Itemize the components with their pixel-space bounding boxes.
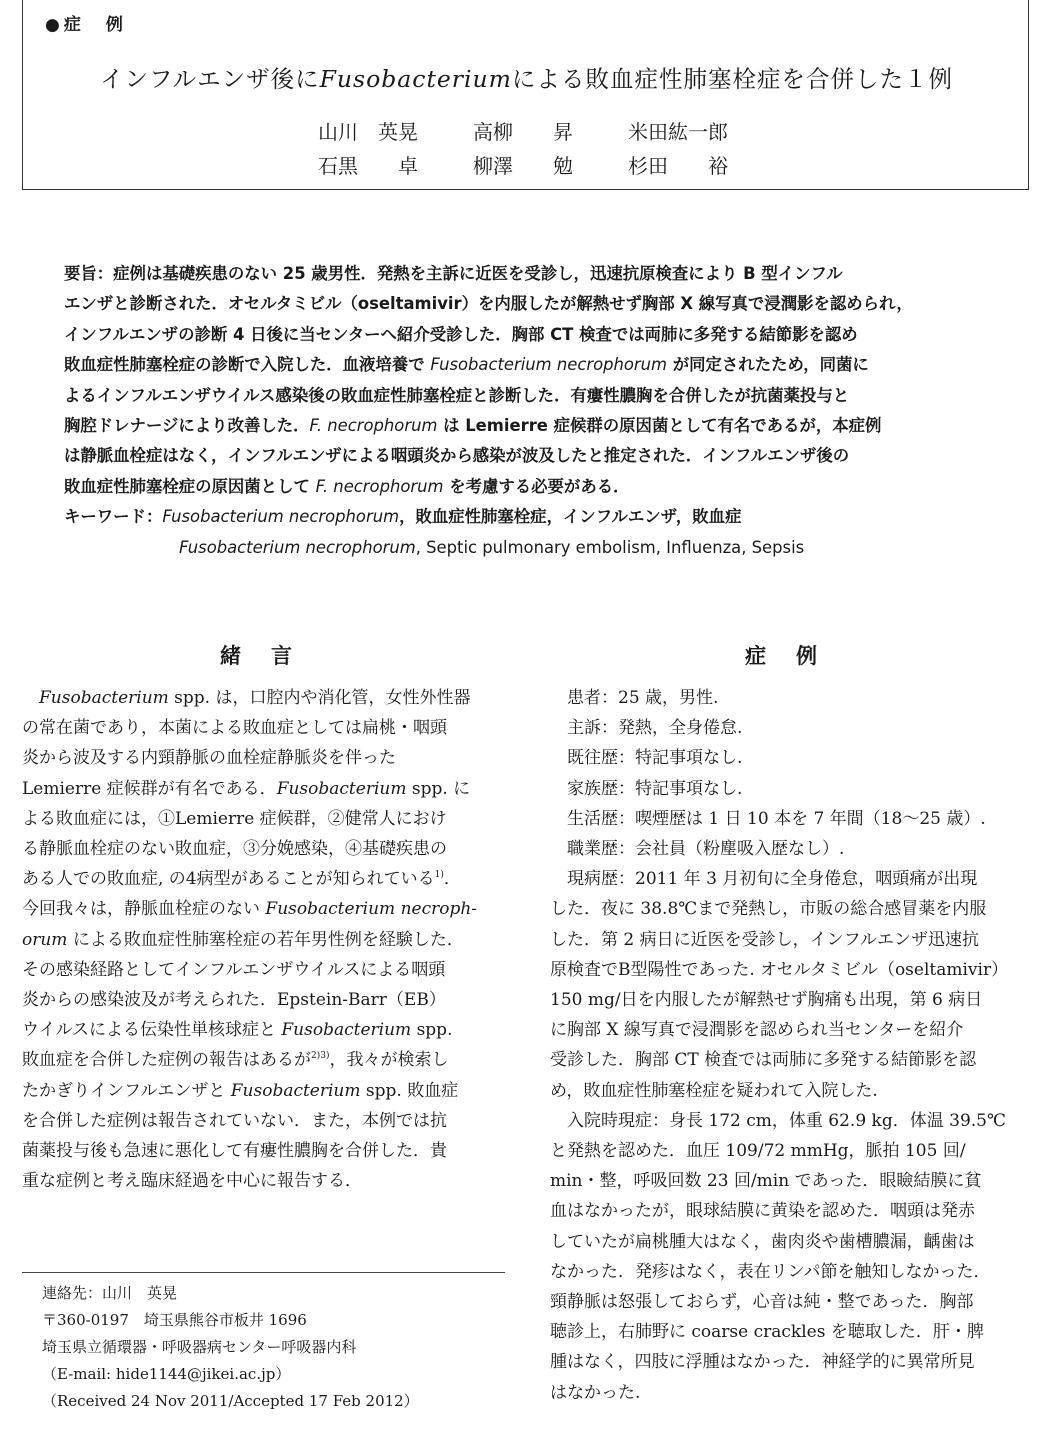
case-column: [550, 683, 1030, 1408]
line-text: 頸静脈は怒張しておらず，心音は純・整であった．胸部: [550, 1292, 974, 1313]
abstract: [64, 259, 989, 563]
line-text: 患者：25 歳，男性.: [567, 688, 719, 708]
keywords-en-rest: , Septic pulmonary embolism, Influenza, Sepsis: [415, 537, 805, 557]
title-post: による敗血症性肺塞栓症を合併した１例: [511, 65, 953, 93]
section-tag: ●症 例: [45, 15, 127, 35]
line-text: を考慮する必要がある．: [443, 476, 630, 496]
text-line: [550, 1347, 1030, 1377]
italic-term: F. necrophorum: [315, 476, 444, 496]
italic-term: F. necrophorum: [309, 416, 438, 436]
text-line: [64, 472, 989, 502]
text-line: [22, 683, 505, 713]
author-name: 柳澤 勉: [473, 153, 573, 178]
text-line: [22, 774, 505, 804]
text-line: [550, 1045, 1030, 1075]
contact-line: （E-mail: hide1144@jikei.ac.jp）: [42, 1365, 291, 1383]
line-text: に胸部 X 線写真で浸潤影を認められ当センターを紹介: [550, 1020, 964, 1041]
author-name: 山川 英晃: [318, 119, 418, 144]
text-line: [22, 1106, 505, 1136]
line-text: は Lemierre 症候群の原因菌として有名であるが，本症例: [437, 416, 882, 436]
line-text: ウイルスによる伝染性単核球症と: [22, 1020, 282, 1041]
line-text: 腫はなく，四肢に浮腫はなかった．神経学的に異常所見: [550, 1352, 975, 1373]
line-text: 要旨：症例は基礎疾患のない 25 歳男性．発熱を主訴に近医を受診し，迅速抗原検査により B 型インフル: [64, 264, 843, 283]
citation-ref: 2)3): [311, 1051, 330, 1062]
line-text: 受診した．胸部 CT 検査では両肺に多発する結節影を認: [550, 1050, 977, 1071]
keywords-en: [64, 533, 989, 563]
line-text: していたが扁桃腫大はなく，歯肉炎や歯槽膿漏，齲歯は: [550, 1231, 975, 1252]
line-text: め，敗血症性肺塞栓症を疑われて入院した.: [550, 1080, 878, 1101]
author-name: 米田紘一郎: [628, 119, 728, 144]
text-line: [550, 683, 1030, 713]
author-list: [318, 113, 788, 181]
text-line: [22, 804, 505, 834]
italic-term: Fusobacterium: [281, 1020, 412, 1041]
text-line: [550, 774, 1030, 804]
text-line: [22, 985, 505, 1015]
line-text: ある人での敗血症, の4病型があることが知られている: [22, 869, 435, 890]
line-text: 聴診上，右肺野に coarse crackles を聴取した．肝・脾: [550, 1322, 984, 1343]
italic-term: Fusobacterium: [39, 688, 169, 708]
author-row: [318, 113, 788, 147]
line-text: 炎からの感染波及が考えられた．Epstein-Barr（EB）: [22, 990, 446, 1011]
text-line: [22, 955, 505, 985]
text-line: [550, 985, 1030, 1015]
line-text: 胸腔ドレナージにより改善した．: [64, 416, 310, 436]
italic-term: Fusobacterium necroph-: [265, 899, 478, 920]
line-text: はなかった.: [550, 1382, 641, 1403]
line-text: 原検査でB型陽性であった. オセルタミビル（oseltamivir）: [550, 959, 1009, 980]
author-name: 高柳 昇: [473, 119, 573, 144]
line-text: spp. に: [406, 778, 471, 799]
text-line: [550, 1378, 1030, 1408]
line-text: spp.: [411, 1020, 453, 1041]
line-text: 敗血症性肺塞栓症の原因菌として: [64, 476, 316, 496]
line-text: 生活歴：喫煙歴は 1 日 10 本を 7 年間（18〜25 歳）.: [567, 808, 986, 829]
text-line: [22, 743, 505, 773]
line-text: る静脈血栓症のない敗血症，③分娩感染，④基礎疾患の: [22, 839, 447, 860]
line-text: インフルエンザの診断 4 日後に当センターへ紹介受診した．胸部 CT 検査では両肺に多発する結節影を認め: [64, 324, 858, 344]
line-text: よるインフルエンザウイルス感染後の敗血症性肺塞栓症と診断した．有瘻性膿胸を合併したが抗菌薬投与と: [64, 385, 850, 405]
line-text: と発熱を認めた．血圧 109/72 mmHg，脈拍 105 回/: [550, 1141, 966, 1162]
contact-line: 埼玉県立循環器・呼吸器病センター呼吸器内科: [42, 1338, 357, 1356]
line-text: による敗血症性肺塞栓症の若年男性例を経験した．: [67, 929, 464, 950]
text-line: [550, 804, 1030, 834]
keyword-italic: Fusobacterium necrophorum: [162, 507, 400, 527]
citation-ref: 1): [434, 870, 444, 881]
line-text: を合併した症例は報告されていない．また，本例では抗: [22, 1110, 447, 1131]
line-text: エンザと診断された．オセルタミビル（oseltamivir）を内服したが解熱せず胸部 X 線写真で浸潤影を認められ，: [64, 294, 913, 314]
text-line: [550, 894, 1030, 924]
line-text: した．第 2 病日に近医を受診し，インフルエンザ迅速抗: [550, 929, 979, 950]
italic-term: Fusobacterium necrophorum: [430, 355, 668, 375]
author-name: 石黒 卓: [318, 153, 418, 178]
text-line: [22, 1076, 505, 1106]
text-line: [550, 1287, 1030, 1317]
text-line: [64, 259, 989, 289]
line-text: が同定されたため，同菌に: [667, 355, 869, 375]
line-text: たかぎりインフルエンザと: [22, 1080, 231, 1101]
article-header: [22, 0, 1029, 190]
line-text: ．: [443, 869, 461, 890]
title-pre: インフルエンザ後に: [100, 65, 320, 93]
text-line: [64, 320, 989, 350]
text-line: [550, 713, 1030, 743]
line-text: 重な症例と考え臨床経過を中心に報告する．: [22, 1171, 362, 1192]
line-text: の常在菌であり，本菌による敗血症としては扁桃・咽頭: [22, 718, 447, 739]
line-text: なかった．発疹はなく，表在リンパ節を触知しなかった．: [550, 1261, 991, 1282]
author-row: [318, 147, 788, 181]
italic-term: orum: [22, 929, 68, 950]
text-line: [22, 1015, 505, 1045]
text-line: [22, 894, 505, 924]
line-text: 炎から波及する内頸静脈の血栓症静脈炎を伴った: [22, 748, 396, 769]
text-line: [550, 834, 1030, 864]
text-line: [64, 289, 989, 319]
text-line: [22, 864, 505, 894]
text-line: [550, 864, 1030, 894]
text-line: [22, 713, 505, 743]
contact-line: 連絡先：山川 英晃: [42, 1284, 178, 1302]
text-line: [64, 350, 989, 380]
line-text: その感染経路としてインフルエンザウイルスによる咽頭: [22, 959, 446, 980]
article-title: [23, 60, 1030, 94]
text-line: [550, 1257, 1030, 1287]
line-text: 家族歴：特記事項なし.: [567, 778, 743, 799]
contact-line: 〒360-0197 埼玉県熊谷市板井 1696: [42, 1311, 307, 1329]
line-text: Lemierre 症候群が有名である．: [22, 778, 277, 799]
text-line: [22, 1166, 505, 1196]
line-text: min・整，呼吸回数 23 回/min であった．眼瞼結膜に貧: [550, 1171, 982, 1192]
text-line: [22, 1136, 505, 1166]
case-heading: 症例: [745, 643, 847, 668]
text-line: [550, 955, 1030, 985]
line-text: は静脈血栓症はなく，インフルエンザによる咽頭炎から感染が波及したと推定された．インフルエンザ後の: [64, 446, 850, 466]
line-text: 150 mg/日を内服したが解熱せず胸痛も出現，第 6 病日: [550, 990, 983, 1011]
contact-line: （Received 24 Nov 2011/Accepted 17 Feb 2012）: [42, 1392, 419, 1410]
intro-column: [22, 683, 505, 1196]
line-text: ，我々が検索し: [329, 1050, 449, 1071]
text-line: [64, 381, 989, 411]
line-text: 職業歴：会社員（粉塵吸入歴なし）.: [567, 839, 845, 860]
keywords-ja: [64, 502, 989, 532]
line-text: 入院時現症：身長 172 cm，体重 62.9 kg．体温 39.5℃: [567, 1110, 1007, 1131]
text-line: [550, 1015, 1030, 1045]
contact-info: [42, 1280, 419, 1415]
italic-term: Fusobacterium: [276, 778, 407, 799]
author-name: 杉田 裕: [628, 153, 728, 178]
line-text: 今回我々は，静脈血栓症のない: [22, 899, 266, 920]
text-line: [550, 1076, 1030, 1106]
line-text: spp. 敗血症: [360, 1080, 459, 1101]
keywords-rest: ，敗血症性肺塞栓症，インフルエンザ，敗血症: [399, 507, 742, 527]
keyword-italic: Fusobacterium necrophorum: [179, 537, 416, 557]
abstract-body: [64, 259, 989, 502]
text-line: [550, 1196, 1030, 1226]
line-text: 敗血症を合併した症例の報告はあるが: [22, 1050, 311, 1071]
text-line: [22, 925, 505, 955]
text-line: [64, 411, 989, 441]
line-text: spp. は，口腔内や消化管，女性外性器: [168, 688, 471, 708]
italic-term: Fusobacterium: [230, 1080, 361, 1101]
text-line: [22, 1045, 505, 1075]
line-text: 現病歴：2011 年 3 月初旬に全身倦怠，咽頭痛が出現: [567, 869, 978, 890]
line-text: よる敗血症には，①Lemierre 症候群，②健常人におけ: [22, 808, 447, 829]
text-line: [550, 925, 1030, 955]
text-line: [550, 1166, 1030, 1196]
intro-heading: 緒言: [220, 643, 322, 668]
title-italic: Fusobacterium: [319, 65, 512, 93]
keywords-label: キーワード：: [64, 507, 163, 527]
text-line: [550, 1317, 1030, 1347]
line-text: 敗血症性肺塞栓症の診断で入院した．血液培養で: [64, 355, 431, 375]
line-text: 菌薬投与後も急速に悪化して有瘻性膿胸を合併した．貴: [22, 1141, 447, 1162]
line-text: 血はなかったが，眼球結膜に黄染を認めた．咽頭は発赤: [550, 1201, 975, 1222]
text-line: [550, 743, 1030, 773]
footnote-divider: [22, 1272, 505, 1273]
line-text: 既往歴：特記事項なし.: [567, 748, 743, 769]
text-line: [64, 441, 989, 471]
text-line: [550, 1136, 1030, 1166]
text-line: [550, 1227, 1030, 1257]
line-text: 主訴：発熱，全身倦怠.: [567, 718, 743, 739]
line-text: した．夜に 38.8℃まで発熱し，市販の総合感冒薬を内服: [550, 899, 987, 920]
text-line: [22, 834, 505, 864]
text-line: [550, 1106, 1030, 1136]
